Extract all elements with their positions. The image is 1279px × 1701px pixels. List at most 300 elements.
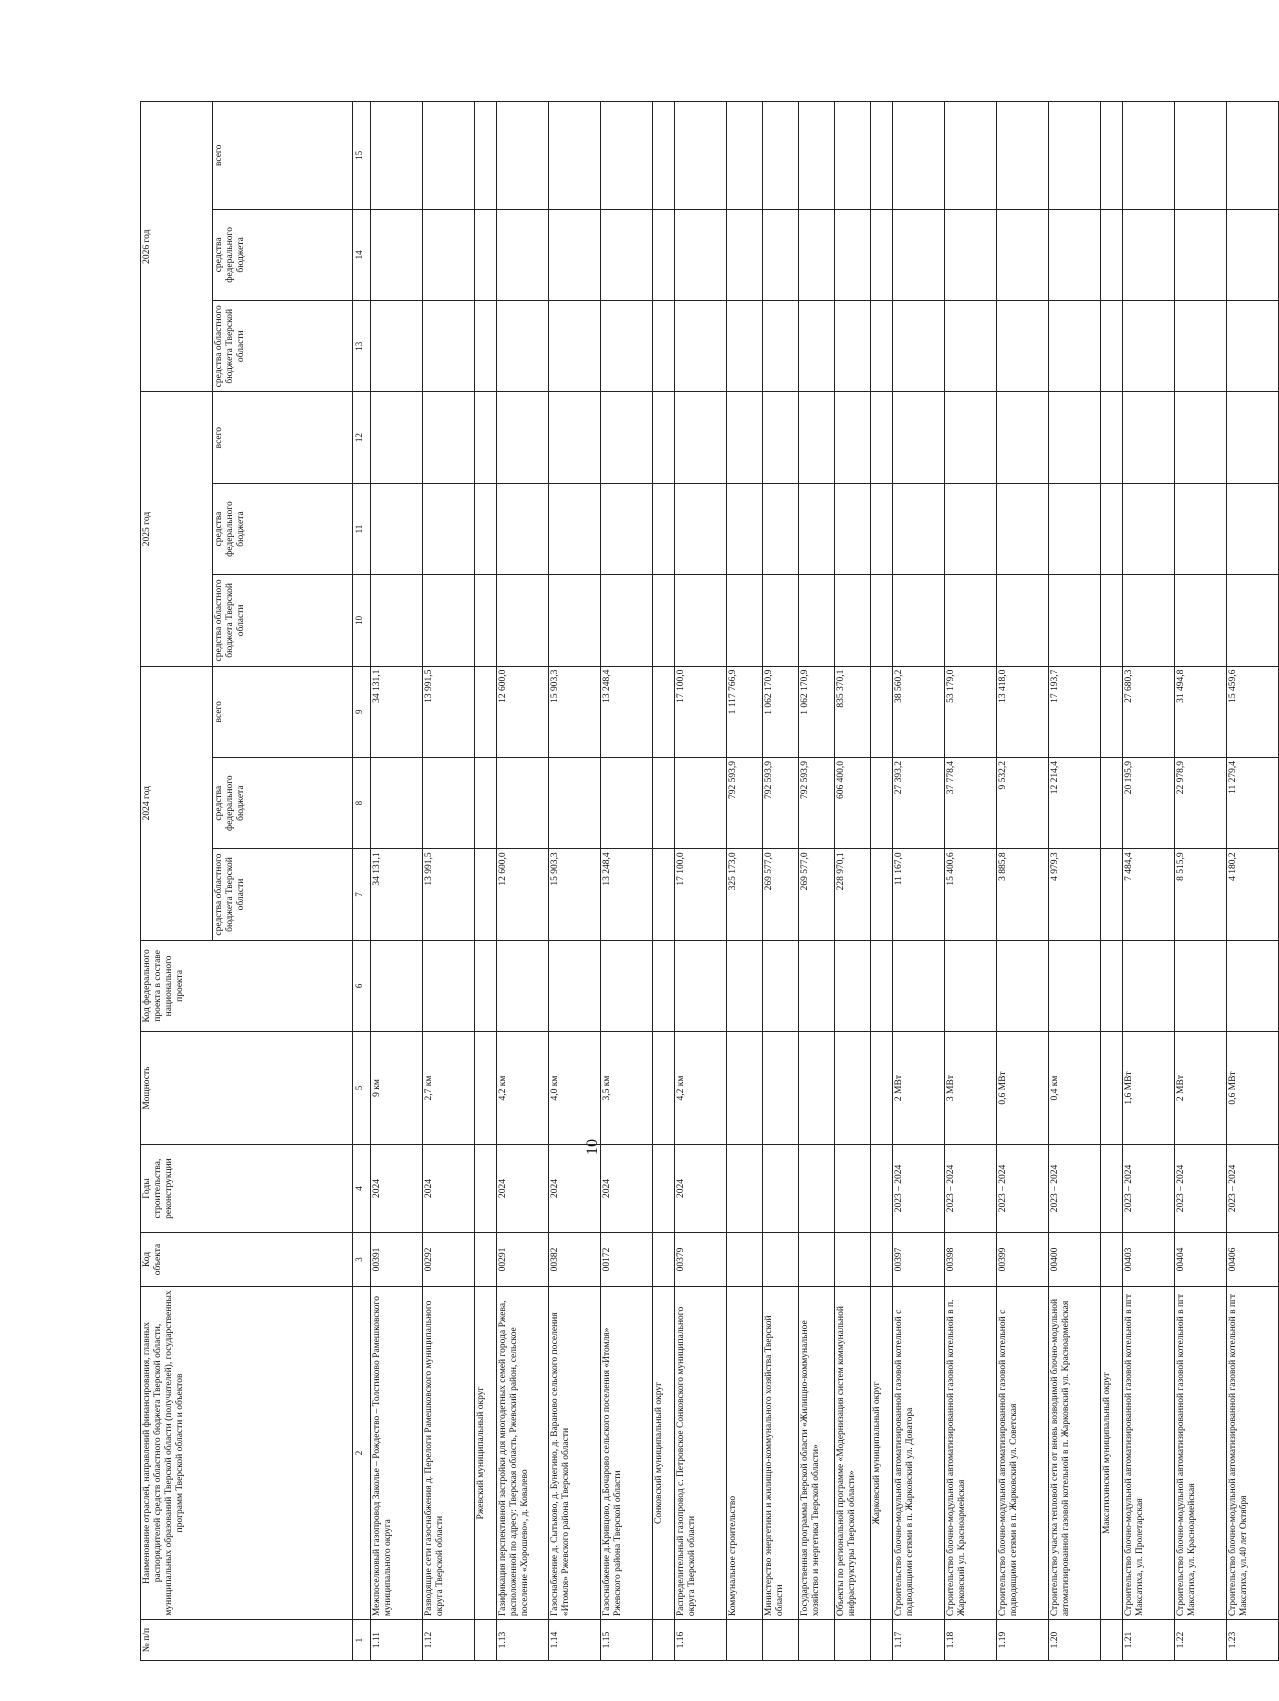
- empty-cell: [601, 102, 653, 210]
- total-2024: 27 680,3: [1123, 666, 1175, 757]
- empty-cell: [1101, 666, 1123, 757]
- object-code: 00382: [549, 1233, 601, 1287]
- row-number: 1.13: [497, 1620, 549, 1661]
- empty-cell: [653, 666, 675, 757]
- federal-project-code: [727, 940, 763, 1031]
- header-row-column-numbers: [353, 102, 371, 1661]
- row-number: 1.12: [423, 1620, 475, 1661]
- empty-cell: [497, 483, 549, 574]
- object-code: 00291: [497, 1233, 549, 1287]
- row-name: Газификация перспективной застройки для многодетных семей города Ржева, расположенной по адресу: Тверская область, Ржевский район, сельское поселение «Хорошево», д. Ковалево: [497, 1286, 549, 1619]
- row-number-cell: [871, 1620, 893, 1661]
- table-row: [1049, 102, 1101, 1661]
- federal-project-code: [601, 940, 653, 1031]
- empty-cell: [1101, 849, 1123, 940]
- empty-cell: [675, 301, 727, 392]
- row-number-cell: [653, 1620, 675, 1661]
- empty-cell: [997, 301, 1049, 392]
- group-title: Жарковский муниципальный округ: [871, 1286, 893, 1619]
- regional-budget-2024: 228 970,1: [835, 849, 871, 940]
- empty-cell: [371, 102, 423, 210]
- empty-cell: [1227, 392, 1279, 483]
- federal-budget-2024: 20 195,9: [1123, 757, 1175, 848]
- empty-cell: [675, 392, 727, 483]
- empty-cell: [1227, 483, 1279, 574]
- total-2024: 13 418,0: [997, 666, 1049, 757]
- empty-cell: [1101, 209, 1123, 300]
- object-code: 00400: [1049, 1233, 1101, 1287]
- header-name: Наименование отраслей, направлений финансирования, главных распорядителей средств областного бюджета Тверской области, муниципальных образований Тверской области (получателей), государственных программ Тверской области и объектов: [141, 1286, 353, 1619]
- table-row: [1175, 102, 1227, 1661]
- row-number: 1.19: [997, 1620, 1049, 1661]
- regional-budget-2024: 11 167,0: [893, 849, 945, 940]
- total-2024: 1 062 170,9: [799, 666, 835, 757]
- regional-budget-2024: 34 131,1: [371, 849, 423, 940]
- capacity: [799, 1032, 835, 1145]
- empty-cell: [675, 483, 727, 574]
- empty-cell: [653, 849, 675, 940]
- federal-budget-2024: 792 593,9: [799, 757, 835, 848]
- header-2025: 2025 год: [141, 392, 213, 666]
- empty-cell: [997, 102, 1049, 210]
- empty-cell: [893, 102, 945, 210]
- header-2024: 2024 год: [141, 666, 213, 940]
- row-name: Газоснабжение д. Сытьково, д. Бунегино, д. Вараново сельского поселения «Итомля» Ржевского района Тверской области: [549, 1286, 601, 1619]
- row-number: 1.23: [1227, 1620, 1279, 1661]
- empty-cell: [835, 575, 871, 666]
- capacity: 0,6 МВт: [997, 1032, 1049, 1145]
- empty-cell: [475, 757, 497, 848]
- empty-cell: [835, 102, 871, 210]
- empty-cell: [423, 575, 475, 666]
- empty-cell: [893, 575, 945, 666]
- empty-cell: [997, 209, 1049, 300]
- empty-cell: [601, 301, 653, 392]
- col-num: 10: [353, 575, 371, 666]
- header-2026: 2026 год: [141, 102, 213, 392]
- summary-row: [763, 102, 799, 1661]
- empty-cell: [1049, 209, 1101, 300]
- empty-cell: [1175, 301, 1227, 392]
- row-number: 1.14: [549, 1620, 601, 1661]
- empty-cell: [601, 392, 653, 483]
- header-no: № п/п: [141, 1620, 353, 1661]
- object-code: 00404: [1175, 1233, 1227, 1287]
- capacity: 2,7 км: [423, 1032, 475, 1145]
- regional-budget-2024: 4 979,3: [1049, 849, 1101, 940]
- empty-cell: [549, 301, 601, 392]
- empty-cell: [763, 392, 799, 483]
- row-number: 1.17: [893, 1620, 945, 1661]
- federal-project-code: [1175, 940, 1227, 1031]
- empty-cell: [653, 392, 675, 483]
- build-years: 2023 – 2024: [893, 1144, 945, 1232]
- empty-cell: [549, 102, 601, 210]
- header-row-years: [141, 102, 213, 1661]
- object-code: 00172: [601, 1233, 653, 1287]
- total-2024: 1 117 766,9: [727, 666, 763, 757]
- empty-cell: [871, 666, 893, 757]
- empty-cell: [423, 301, 475, 392]
- header-total-2024: всего: [213, 666, 353, 757]
- row-number: 1.22: [1175, 1620, 1227, 1661]
- row-name: Строительство блочно-модульной автоматизированной газовой котельной в п. Жарковский ул. Красноармейская: [945, 1286, 997, 1619]
- total-2024: 53 179,0: [945, 666, 997, 757]
- empty-cell: [945, 483, 997, 574]
- federal-budget-2024: 792 593,9: [763, 757, 799, 848]
- empty-cell: [475, 575, 497, 666]
- federal-budget-2024: [497, 757, 549, 848]
- col-num: 3: [353, 1233, 371, 1287]
- object-code: 00379: [675, 1233, 727, 1287]
- federal-budget-2024: 11 279,4: [1227, 757, 1279, 848]
- empty-cell: [1101, 1032, 1123, 1145]
- empty-cell: [1175, 209, 1227, 300]
- federal-project-code: [945, 940, 997, 1031]
- build-years: 2024: [497, 1144, 549, 1232]
- object-code: [835, 1233, 871, 1287]
- row-name: Строительство блочно-модульной автоматизированной газовой котельной с подводящими сетями в п. Жарковский ул. Доватора: [893, 1286, 945, 1619]
- page-number: 10: [584, 1139, 601, 1155]
- row-name: Строительство блочно-модульной автоматизированной газовой котельной с подводящими сетями в п. Жарковский ул. Советская: [997, 1286, 1049, 1619]
- empty-cell: [727, 392, 763, 483]
- total-2024: 17 193,7: [1049, 666, 1101, 757]
- empty-cell: [549, 575, 601, 666]
- empty-cell: [653, 940, 675, 1031]
- regional-budget-2024: 15 903,3: [549, 849, 601, 940]
- row-number-cell: [1101, 1620, 1123, 1661]
- group-title: Ржевский муниципальный округ: [475, 1286, 497, 1619]
- col-num: 12: [353, 392, 371, 483]
- header-years: Годы строительства, реконструкции: [141, 1144, 353, 1232]
- empty-cell: [475, 1233, 497, 1287]
- build-years: 2024: [371, 1144, 423, 1232]
- capacity: 2 МВт: [1175, 1032, 1227, 1145]
- empty-cell: [1227, 575, 1279, 666]
- federal-project-code: [1227, 940, 1279, 1031]
- empty-cell: [835, 483, 871, 574]
- empty-cell: [1123, 575, 1175, 666]
- empty-cell: [371, 483, 423, 574]
- summary-row: [727, 102, 763, 1661]
- empty-cell: [1101, 102, 1123, 210]
- row-name: Строительство блочно-модульной автоматизированной газовой котельной в пгт Максатиха, ул. Красноармейская: [1175, 1286, 1227, 1619]
- build-years: 2023 – 2024: [1123, 1144, 1175, 1232]
- empty-cell: [763, 301, 799, 392]
- header-total-2025: всего: [213, 392, 353, 483]
- regional-budget-2024: 269 577,0: [799, 849, 835, 940]
- empty-cell: [997, 392, 1049, 483]
- federal-budget-2024: 27 393,2: [893, 757, 945, 848]
- empty-cell: [601, 575, 653, 666]
- empty-cell: [871, 301, 893, 392]
- table-row: [497, 102, 549, 1661]
- empty-cell: [799, 392, 835, 483]
- col-num: 9: [353, 666, 371, 757]
- empty-cell: [653, 757, 675, 848]
- rotated-document: [140, 101, 1249, 1661]
- regional-budget-2024: 4 180,2: [1227, 849, 1279, 940]
- empty-cell: [475, 301, 497, 392]
- empty-cell: [475, 209, 497, 300]
- empty-cell: [653, 483, 675, 574]
- empty-cell: [653, 301, 675, 392]
- empty-cell: [423, 483, 475, 574]
- col-num: 15: [353, 102, 371, 210]
- empty-cell: [871, 483, 893, 574]
- empty-cell: [1175, 392, 1227, 483]
- capacity: 4,2 км: [675, 1032, 727, 1145]
- row-name: Коммунальное строительство: [727, 1286, 763, 1619]
- federal-project-code: [799, 940, 835, 1031]
- regional-budget-2024: 325 173,0: [727, 849, 763, 940]
- header-regional-2024: средства областного бюджета Тверской области: [213, 849, 353, 940]
- empty-cell: [893, 301, 945, 392]
- header-total-2026: всего: [213, 102, 353, 210]
- empty-cell: [799, 575, 835, 666]
- summary-row: [799, 102, 835, 1661]
- total-2024: 17 100,0: [675, 666, 727, 757]
- empty-cell: [1227, 102, 1279, 210]
- header-regional-2025: средства областного бюджета Тверской области: [213, 575, 353, 666]
- table-row: [675, 102, 727, 1661]
- regional-budget-2024: 13 991,5: [423, 849, 475, 940]
- federal-project-code: [763, 940, 799, 1031]
- group-row: [653, 102, 675, 1661]
- empty-cell: [871, 757, 893, 848]
- build-years: 2024: [675, 1144, 727, 1232]
- empty-cell: [871, 102, 893, 210]
- federal-budget-2024: [601, 757, 653, 848]
- object-code: 00403: [1123, 1233, 1175, 1287]
- build-years: 2023 – 2024: [945, 1144, 997, 1232]
- col-num: 6: [353, 940, 371, 1031]
- empty-cell: [497, 102, 549, 210]
- empty-cell: [549, 392, 601, 483]
- header-federal-2025: средства федерального бюджета: [213, 483, 353, 574]
- row-name: Государственная программа Тверской области «Жилищно-коммунальное хозяйство и энергетика Тверской области»: [799, 1286, 835, 1619]
- table-row: [893, 102, 945, 1661]
- empty-cell: [675, 209, 727, 300]
- object-code: [727, 1233, 763, 1287]
- group-row: [1101, 102, 1123, 1661]
- col-num: 5: [353, 1032, 371, 1145]
- empty-cell: [1101, 757, 1123, 848]
- table-row: [1123, 102, 1175, 1661]
- empty-cell: [871, 392, 893, 483]
- empty-cell: [497, 301, 549, 392]
- build-years: 2023 – 2024: [997, 1144, 1049, 1232]
- federal-project-code: [497, 940, 549, 1031]
- empty-cell: [727, 483, 763, 574]
- federal-budget-2024: 606 400,0: [835, 757, 871, 848]
- empty-cell: [727, 209, 763, 300]
- row-name: Строительство блочно-модульной автоматизированной газовой котельной в пгт Максатиха, ул.40 лет Октября: [1227, 1286, 1279, 1619]
- row-number: [763, 1620, 799, 1661]
- empty-cell: [799, 102, 835, 210]
- empty-cell: [1175, 102, 1227, 210]
- total-2024: 1 062 170,9: [763, 666, 799, 757]
- row-number: [835, 1620, 871, 1661]
- empty-cell: [423, 209, 475, 300]
- empty-cell: [1101, 940, 1123, 1031]
- empty-cell: [1175, 575, 1227, 666]
- empty-cell: [799, 209, 835, 300]
- empty-cell: [835, 301, 871, 392]
- capacity: 1,6 МВт: [1123, 1032, 1175, 1145]
- empty-cell: [601, 483, 653, 574]
- total-2024: 38 560,2: [893, 666, 945, 757]
- empty-cell: [1227, 209, 1279, 300]
- capacity: [763, 1032, 799, 1145]
- empty-cell: [871, 1032, 893, 1145]
- build-years: [763, 1144, 799, 1232]
- empty-cell: [1101, 483, 1123, 574]
- federal-budget-2024: [675, 757, 727, 848]
- object-code: 00397: [893, 1233, 945, 1287]
- row-number: [799, 1620, 835, 1661]
- object-code: 00406: [1227, 1233, 1279, 1287]
- empty-cell: [1123, 209, 1175, 300]
- empty-cell: [727, 301, 763, 392]
- col-num: 14: [353, 209, 371, 300]
- row-name: Распределительный газопровод с. Петровское Сонковского муниципального округа Тверской области: [675, 1286, 727, 1619]
- header-fed-code: Код федерального проекта в составе национального проекта: [141, 940, 353, 1031]
- header-federal-2026: средства федерального бюджета: [213, 209, 353, 300]
- empty-cell: [653, 1032, 675, 1145]
- total-2024: 13 991,5: [423, 666, 475, 757]
- group-row: [871, 102, 893, 1661]
- object-code: 00391: [371, 1233, 423, 1287]
- empty-cell: [763, 483, 799, 574]
- regional-budget-2024: 15 400,6: [945, 849, 997, 940]
- empty-cell: [799, 483, 835, 574]
- object-code: [763, 1233, 799, 1287]
- build-years: 2024: [423, 1144, 475, 1232]
- build-years: 2023 – 2024: [1049, 1144, 1101, 1232]
- empty-cell: [835, 392, 871, 483]
- empty-cell: [371, 301, 423, 392]
- row-name: Строительство участка тепловой сети от вновь возводимой блочно-модульной автоматизированной газовой котельной в п. Жарковский ул. Красноармейская: [1049, 1286, 1101, 1619]
- empty-cell: [1227, 301, 1279, 392]
- empty-cell: [945, 102, 997, 210]
- col-num: 7: [353, 849, 371, 940]
- row-number-cell: [475, 1620, 497, 1661]
- empty-cell: [1049, 483, 1101, 574]
- build-years: [727, 1144, 763, 1232]
- federal-project-code: [423, 940, 475, 1031]
- capacity: 2 МВт: [893, 1032, 945, 1145]
- empty-cell: [871, 940, 893, 1031]
- header-federal-2024: средства федерального бюджета: [213, 757, 353, 848]
- object-code: 00398: [945, 1233, 997, 1287]
- table-row: [423, 102, 475, 1661]
- regional-budget-2024: 12 600,0: [497, 849, 549, 940]
- regional-budget-2024: 13 248,4: [601, 849, 653, 940]
- federal-budget-2024: [423, 757, 475, 848]
- row-name: Межпоселковый газопровод Заколье – Рождество – Толстиково Рамешковского муниципального округа: [371, 1286, 423, 1619]
- empty-cell: [1101, 575, 1123, 666]
- empty-cell: [727, 102, 763, 210]
- capacity: 3,5 км: [601, 1032, 653, 1145]
- empty-cell: [653, 209, 675, 300]
- empty-cell: [763, 575, 799, 666]
- empty-cell: [1101, 1144, 1123, 1232]
- row-name: Газоснабжение д.Кривцово, д.Бочарово сельского поселения «Итомля» Ржевского района Тверской области: [601, 1286, 653, 1619]
- table-row: [945, 102, 997, 1661]
- federal-budget-2024: 22 978,9: [1175, 757, 1227, 848]
- row-number: 1.21: [1123, 1620, 1175, 1661]
- row-number: 1.16: [675, 1620, 727, 1661]
- federal-budget-2024: 9 532,2: [997, 757, 1049, 848]
- group-title: Максатихинский муниципальный округ: [1101, 1286, 1123, 1619]
- federal-budget-2024: 792 593,9: [727, 757, 763, 848]
- regional-budget-2024: 7 484,4: [1123, 849, 1175, 940]
- object-code: 00292: [423, 1233, 475, 1287]
- capacity: 0,6 МВт: [1227, 1032, 1279, 1145]
- empty-cell: [1049, 301, 1101, 392]
- col-num: 8: [353, 757, 371, 848]
- empty-cell: [945, 209, 997, 300]
- empty-cell: [549, 209, 601, 300]
- capacity: 9 км: [371, 1032, 423, 1145]
- empty-cell: [1123, 301, 1175, 392]
- col-num: 4: [353, 1144, 371, 1232]
- empty-cell: [475, 666, 497, 757]
- empty-cell: [1049, 575, 1101, 666]
- empty-cell: [997, 575, 1049, 666]
- empty-cell: [871, 849, 893, 940]
- build-years: 2023 – 2024: [1227, 1144, 1279, 1232]
- empty-cell: [835, 209, 871, 300]
- col-num: 1: [353, 1620, 371, 1661]
- empty-cell: [423, 102, 475, 210]
- summary-row: [835, 102, 871, 1661]
- empty-cell: [371, 392, 423, 483]
- federal-project-code: [835, 940, 871, 1031]
- federal-project-code: [1123, 940, 1175, 1031]
- empty-cell: [475, 102, 497, 210]
- empty-cell: [871, 209, 893, 300]
- empty-cell: [475, 483, 497, 574]
- header-regional-2026: средства областного бюджета Тверской области: [213, 301, 353, 392]
- empty-cell: [945, 392, 997, 483]
- empty-cell: [1123, 483, 1175, 574]
- empty-cell: [1123, 102, 1175, 210]
- build-years: [799, 1144, 835, 1232]
- row-number: 1.11: [371, 1620, 423, 1661]
- empty-cell: [1101, 301, 1123, 392]
- empty-cell: [1049, 392, 1101, 483]
- empty-cell: [371, 209, 423, 300]
- empty-cell: [893, 392, 945, 483]
- total-2024: 15 903,3: [549, 666, 601, 757]
- capacity: [727, 1032, 763, 1145]
- empty-cell: [871, 1144, 893, 1232]
- empty-cell: [799, 301, 835, 392]
- object-code: 00399: [997, 1233, 1049, 1287]
- empty-cell: [675, 102, 727, 210]
- header-code: Код объекта: [141, 1233, 353, 1287]
- empty-cell: [997, 483, 1049, 574]
- empty-cell: [893, 483, 945, 574]
- total-2024: 15 459,6: [1227, 666, 1279, 757]
- empty-cell: [1123, 392, 1175, 483]
- budget-table: [140, 101, 1279, 1661]
- empty-cell: [945, 575, 997, 666]
- regional-budget-2024: 3 885,8: [997, 849, 1049, 940]
- row-number: 1.20: [1049, 1620, 1101, 1661]
